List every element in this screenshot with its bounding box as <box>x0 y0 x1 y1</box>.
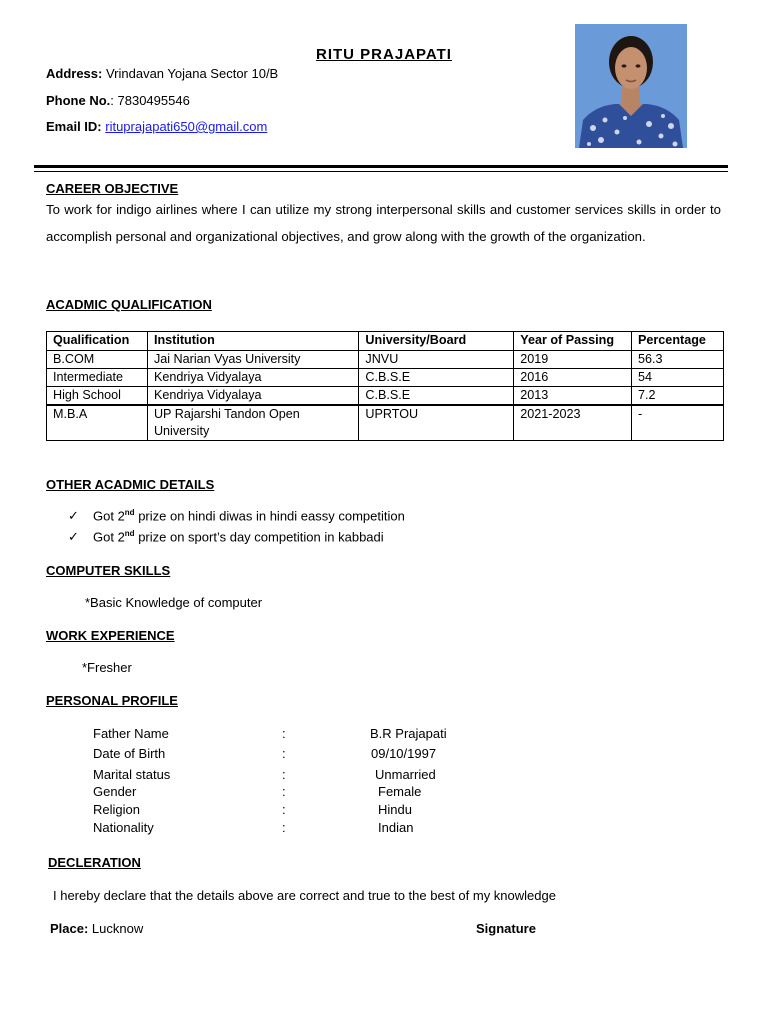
place-label: Place: <box>50 921 89 936</box>
career-objective-heading: CAREER OBJECTIVE <box>46 181 179 196</box>
table-cell: 54 <box>632 369 724 387</box>
table-cell: 2019 <box>514 351 632 369</box>
profile-separator: : <box>282 802 286 817</box>
table-cell: Kendriya Vidyalaya <box>147 387 358 406</box>
table-cell: C.B.S.E <box>359 369 514 387</box>
table-cell: 2021-2023 <box>514 405 632 441</box>
checkmark-icon: ✓ <box>68 529 79 545</box>
phone-line <box>46 93 190 108</box>
column-header: Year of Passing <box>514 332 632 351</box>
table-row <box>47 369 724 387</box>
list-item <box>68 508 405 524</box>
declaration-heading: DECLERATION <box>48 855 141 870</box>
table-row <box>47 405 724 441</box>
achievement-text: Got 2 <box>93 508 125 524</box>
place-value: Lucknow <box>88 921 144 936</box>
career-objective-text: To work for indigo airlines where I can utilize my strong interpersonal skills and customer services skills in order to accomplish personal and organizational objectives, and grow along with the growth of the organization. <box>46 202 721 244</box>
ordinal-suffix: nd <box>124 529 135 538</box>
profile-photo-image <box>575 24 687 148</box>
address-value: Vrindavan Yojana Sector 10/B <box>102 66 279 81</box>
table-cell: 56.3 <box>632 351 724 369</box>
phone-label: Phone No. <box>46 93 111 108</box>
table-row <box>47 351 724 369</box>
profile-value: Indian <box>378 820 414 835</box>
table-cell: Kendriya Vidyalaya <box>147 369 358 387</box>
academic-qualification-heading: ACADMIC QUALIFICATION <box>46 297 212 312</box>
profile-label: Date of Birth <box>93 746 166 761</box>
declaration-text: I hereby declare that the details above are correct and true to the best of my knowledge <box>53 888 556 903</box>
profile-value: B.R Prajapati <box>370 726 447 741</box>
address-label: Address: <box>46 66 103 81</box>
computer-skills-text: *Basic Knowledge of computer <box>85 595 263 610</box>
list-item <box>68 529 384 545</box>
table-cell: - <box>632 405 724 441</box>
email-label: Email ID: <box>46 119 102 134</box>
personal-profile-heading: PERSONAL PROFILE <box>46 693 178 708</box>
profile-value: 09/10/1997 <box>371 746 437 761</box>
column-header: Institution <box>147 332 358 351</box>
work-experience-text: *Fresher <box>82 660 132 675</box>
place-line <box>50 921 143 936</box>
profile-label: Marital status <box>93 767 171 782</box>
table-cell: 2013 <box>514 387 632 406</box>
phone-value: : 7830495546 <box>110 93 190 108</box>
address-line <box>46 66 278 81</box>
table-cell: High School <box>47 387 148 406</box>
header-divider-thin <box>34 171 728 172</box>
qualification-table <box>46 331 724 441</box>
candidate-name: RITU PRAJAPATI <box>316 46 452 63</box>
table-header-row <box>47 332 724 351</box>
profile-label: Father Name <box>93 726 169 741</box>
profile-label: Religion <box>93 802 140 817</box>
achievement-text: prize on hindi diwas in hindi eassy competition <box>134 508 405 524</box>
ordinal-suffix: nd <box>124 508 135 517</box>
profile-label: Nationality <box>93 820 154 835</box>
table-cell: UPRTOU <box>359 405 514 441</box>
email-line <box>46 119 267 134</box>
profile-label: Gender <box>93 784 137 799</box>
header-divider-thick <box>34 165 728 168</box>
table-cell: M.B.A <box>47 405 148 441</box>
column-header: Qualification <box>47 332 148 351</box>
profile-separator: : <box>282 820 286 835</box>
column-header: Percentage <box>632 332 724 351</box>
profile-separator: : <box>282 784 286 799</box>
achievement-text: prize on sport’s day competition in kabbadi <box>134 529 384 545</box>
checkmark-icon: ✓ <box>68 508 79 524</box>
table-cell: 2016 <box>514 369 632 387</box>
work-experience-heading: WORK EXPERIENCE <box>46 628 175 643</box>
table-cell: UP Rajarshi Tandon Open University <box>147 405 358 441</box>
profile-value: Female <box>378 784 422 799</box>
other-academic-heading: OTHER ACADMIC DETAILS <box>46 477 215 492</box>
table-row <box>47 387 724 406</box>
table-cell: B.COM <box>47 351 148 369</box>
profile-separator: : <box>282 767 286 782</box>
profile-value: Hindu <box>378 802 412 817</box>
computer-skills-heading: COMPUTER SKILLS <box>46 563 171 578</box>
profile-value: Unmarried <box>375 767 436 782</box>
achievement-text: Got 2 <box>93 529 125 545</box>
profile-separator: : <box>282 726 286 741</box>
email-link[interactable]: rituprajapati650@gmail.com <box>105 119 268 134</box>
table-cell: JNVU <box>359 351 514 369</box>
table-cell: 7.2 <box>632 387 724 406</box>
table-cell: Intermediate <box>47 369 148 387</box>
signature-label: Signature <box>476 921 536 936</box>
table-cell: C.B.S.E <box>359 387 514 406</box>
profile-photo <box>575 24 687 148</box>
table-cell: Jai Narian Vyas University <box>147 351 358 369</box>
profile-separator: : <box>282 746 286 761</box>
column-header: University/Board <box>359 332 514 351</box>
